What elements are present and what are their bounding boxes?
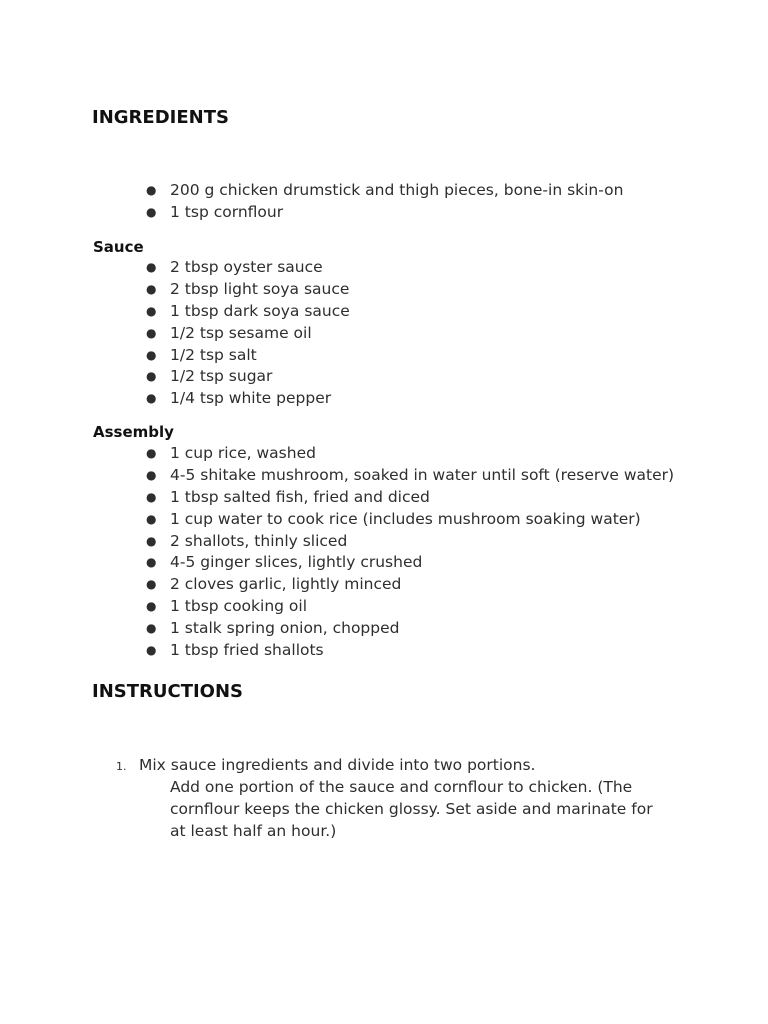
step-number: 1. [116,760,127,773]
ingredient-text: 1/4 tsp white pepper [170,389,332,408]
ingredient-text: 2 shallots, thinly sliced [170,531,348,550]
base-ingredient-list [0,180,623,224]
list-item [0,465,674,487]
list-item [0,531,674,553]
list-item [0,640,674,662]
list-item [0,301,350,323]
bullet-icon: ● [146,533,157,548]
list-item [0,323,350,345]
ingredient-text: 4-5 shitake mushroom, soaked in water until soft (reserve water) [170,465,675,484]
ingredient-text: 1 tbsp fried shallots [170,641,324,660]
ingredient-text: 1 tsp cornflour [170,202,284,221]
ingredient-text: 2 tbsp light soya sauce [170,279,350,298]
ingredient-text: 1/2 tsp sugar [170,367,273,386]
bullet-icon: ● [146,467,157,482]
bullet-icon: ● [146,204,157,219]
ingredient-text: 1 cup rice, washed [170,444,316,462]
bullet-icon: ● [146,303,157,318]
ingredient-text: 1 tbsp dark soya sauce [170,301,350,320]
bullet-icon: ● [146,446,157,460]
ingredient-text: 2 cloves garlic, lightly minced [170,575,402,594]
assembly-label: Assembly [93,423,174,441]
step-continuation: Add one portion of the sauce and cornflour to chicken. (The cornflour keeps the chicken glossy. Set aside and marinate for at least half an hour.) [170,778,653,840]
bullet-icon: ● [146,643,157,658]
list-item [0,257,350,279]
list-item [0,509,674,531]
list-item [0,180,623,202]
list-item [0,388,350,410]
bullet-icon: ● [146,489,157,504]
bullet-icon: ● [146,511,157,526]
ingredient-text: 1/2 tsp sesame oil [170,323,312,342]
bullet-icon: ● [146,599,157,614]
bullet-icon: ● [146,347,157,362]
ingredient-text: 200 g chicken drumstick and thigh pieces, bone-in skin-on [170,181,624,199]
bullet-icon: ● [146,621,157,636]
bullet-icon: ● [146,391,157,406]
bullet-icon: ● [146,577,157,592]
ingredient-text: 1 tbsp salted fish, fried and diced [170,487,430,506]
instructions-heading: INSTRUCTIONS [92,681,243,702]
ingredient-text: 1/2 tsp salt [170,345,257,364]
bullet-icon: ● [146,555,157,570]
list-item [0,552,674,574]
list-item [0,574,674,596]
ingredient-text: 1 stalk spring onion, chopped [170,619,400,638]
ingredient-text: 2 tbsp oyster sauce [170,258,323,276]
sauce-ingredient-list [0,257,350,410]
ingredient-text: 1 cup water to cook rice (includes mushroom soaking water) [170,509,641,528]
step-first-line: Mix sauce ingredients and divide into two portions. [139,756,536,774]
bullet-icon: ● [146,325,157,340]
assembly-ingredient-list [0,443,674,662]
bullet-icon: ● [146,183,157,197]
ingredients-heading: INGREDIENTS [92,107,229,128]
list-item [0,443,674,465]
list-item [0,279,350,301]
list-item [0,596,674,618]
bullet-icon: ● [146,260,157,274]
list-item [0,366,350,388]
list-item [0,202,623,224]
ingredient-text: 1 tbsp cooking oil [170,597,308,616]
bullet-icon: ● [146,369,157,384]
list-item [0,487,674,509]
list-item [0,618,674,640]
sauce-label: Sauce [93,238,144,256]
ingredient-text: 4-5 ginger slices, lightly crushed [170,553,423,572]
list-item [0,345,350,367]
bullet-icon: ● [146,281,157,296]
